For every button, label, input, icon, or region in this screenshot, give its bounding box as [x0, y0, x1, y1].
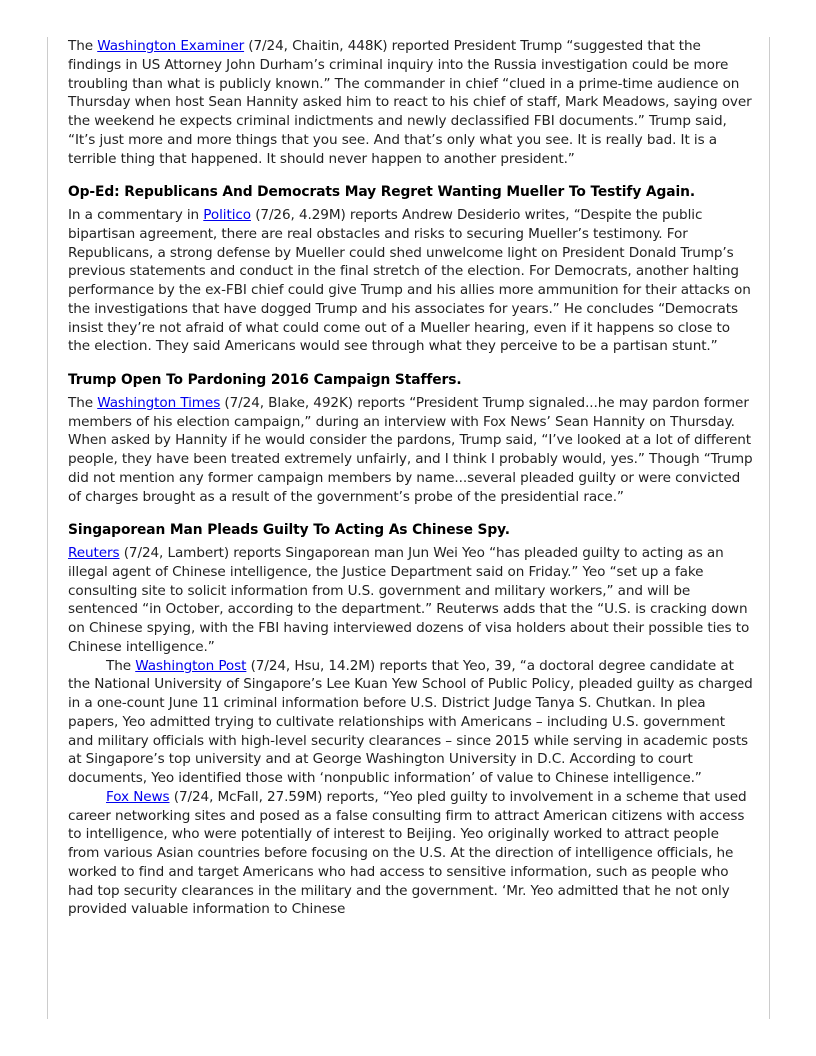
article-paragraph-politico: [68, 206, 754, 356]
article-paragraph-post: [68, 657, 754, 788]
article-paragraph-reuters: [68, 544, 754, 657]
text: (7/24, Blake, 492K) reports “President Trump signaled...he may pardon former members of his election campaign,” during an interview with Fox News’ Sean Hannity on Thursday. When asked by Hannity if he would consider the pardons, Trump said, “I’ve looked at a lot of different people, they have been treated extremely unfairly, and I think I probably would, yes.” Though “Trump did not mention any former campaign members by name...several pleaded guilty or were convicted of charges brought as a result of the government’s probe of the presidential race.”: [68, 394, 753, 505]
text: The: [68, 394, 98, 411]
text: The: [106, 657, 136, 674]
link-fox-news[interactable]: Fox News: [106, 788, 170, 805]
text: The: [68, 38, 98, 54]
text: (7/24, McFall, 27.59M) reports, “Yeo pled guilty to involvement in a scheme that used career networking sites and posed as a false consulting firm to attract American citizens with access to intelligence, who were potentially of interest to Beijing. Yeo originally worked to attract people from various Asian countries before focusing on the U.S. At the direction of intelligence officials, he worked to find and target Americans who had access to sensitive information, such as people who had top security clearances in the military and the government. ‘Mr. Yeo admitted that he not only provided valuable information to Chinese: [68, 788, 747, 918]
link-reuters[interactable]: Reuters: [68, 545, 120, 561]
heading-mueller-oped: Op-Ed: Republicans And Democrats May Regret Wanting Mueller To Testify Again.: [68, 184, 695, 201]
text: (7/24, Chaitin, 448K) reported President Trump “suggested that the findings in US Attorney John Durham’s criminal inquiry into the Russia investigation could be more troubling than what is publicly known.” The commander in chief “clued in a prime-time audience on Thursday when host Sean Hannity asked him to react to his chief of staff, Mark Meadows, saying over the weekend he expects criminal indictments and newly declassified FBI documents.” Trump said, “It’s just more and more things that you see. And that’s only what you see. It is really bad. It is a terrible thing that happened. It should never happen to another president.”: [68, 38, 752, 167]
document-body: [68, 37, 754, 919]
article-paragraph-fox: [68, 788, 754, 919]
heading-pardons: Trump Open To Pardoning 2016 Campaign Staffers.: [68, 372, 462, 388]
article-paragraph-times: [68, 394, 754, 507]
article-paragraph-examiner: [68, 37, 754, 168]
link-washington-examiner[interactable]: Washington Examiner: [97, 38, 245, 54]
text: (7/24, Lambert) reports Singaporean man Jun Wei Yeo “has pleaded guilty to acting as an illegal agent of Chinese intelligence, the Justice Department said on Friday.” Yeo “set up a fake consulting site to solicit information from U.S. government and military workers,” and will be sentenced “in October, according to the department.” Reuterws adds that the “U.S. is cracking down on Chinese spying, with the FBI having interviewed dozens of visa holders about their possible ties to Chinese intelligence.”: [68, 545, 750, 655]
text: (7/26, 4.29M) reports Andrew Desiderio writes, “Despite the public bipartisan agreement, there are real obstacles and risks to securing Mueller’s testimony. For Republicans, a strong defense by Mueller could shed unwelcome light on President Donald Trump’s previous statements and conduct in the final stretch of the election. For Democrats, another halting performance by the ex-FBI chief could give Trump and his allies more ammunition for their attacks on the investigations that have dogged Trump and his associates for years.” He concludes “Democrats insist they’re not afraid of what could come out of a Mueller hearing, even if it happens so close to the election. They said Americans would see through what they perceive to be a partisan stunt.”: [68, 207, 751, 355]
link-washington-times[interactable]: Washington Times: [97, 394, 221, 411]
heading-singapore-spy: Singaporean Man Pleads Guilty To Acting As Chinese Spy.: [68, 522, 510, 539]
text: In a commentary in: [68, 207, 204, 223]
link-washington-post[interactable]: Washington Post: [135, 657, 247, 674]
text: (7/24, Hsu, 14.2M) reports that Yeo, 39, “a doctoral degree candidate at the National University of Singapore’s Lee Kuan Yew School of Public Policy, pleaded guilty as charged in a one-count June 11 criminal information before U.S. District Judge Tanya S. Chutkan. In plea papers, Yeo admitted trying to cultivate relationships with Americans – including U.S. government and military officials with high-level security clearances – since 2015 while serving in academic posts at Singapore’s top university and at George Washington University in D.C. According to court documents, Yeo identified those with ‘nonpublic information’ of value to Chinese intelligence.”: [68, 657, 753, 786]
link-politico[interactable]: Politico: [203, 207, 251, 223]
